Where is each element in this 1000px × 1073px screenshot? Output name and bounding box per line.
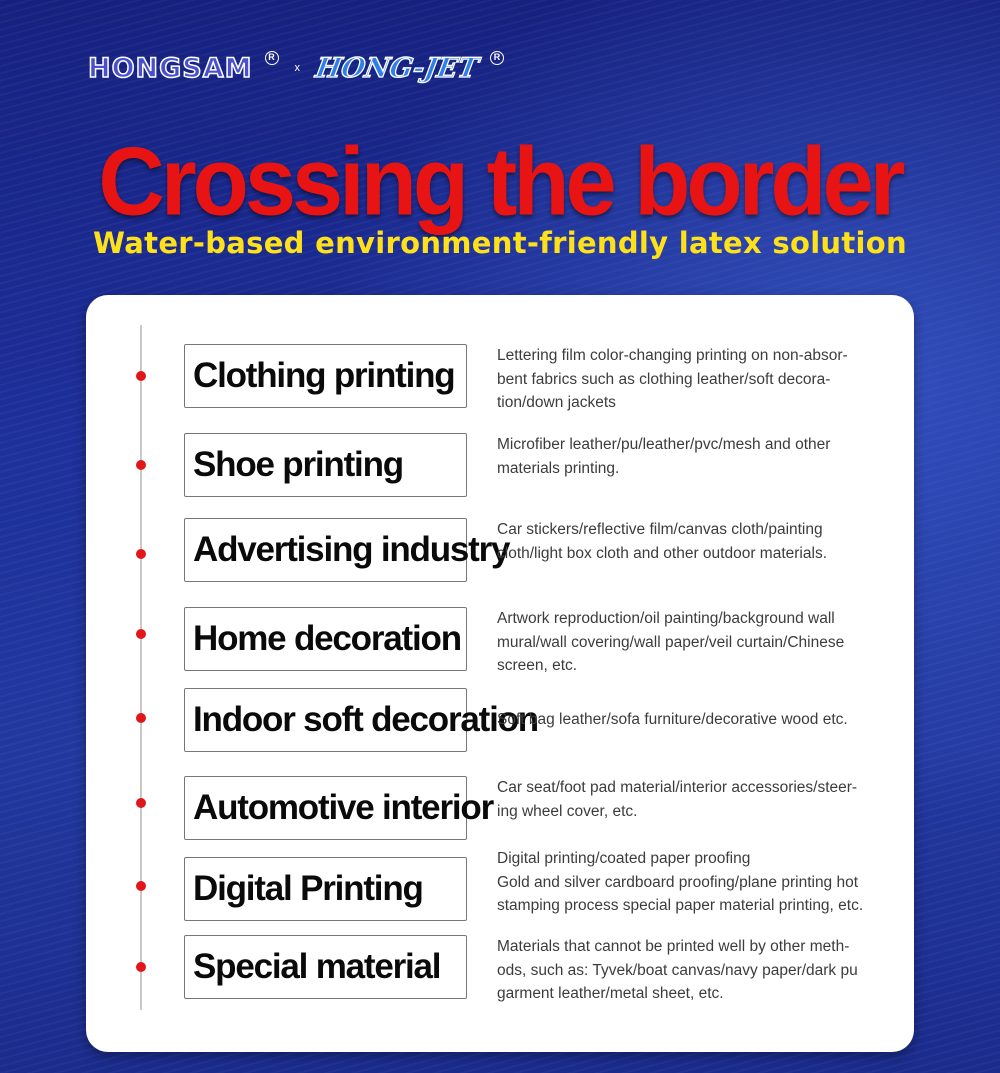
registered-mark-icon: R [265,51,279,65]
application-title: Indoor soft decoration [184,688,467,752]
bullet-dot-icon [136,713,146,723]
hong-jet-logo: HONG-JET [313,52,481,84]
bullet-dot-icon [136,371,146,381]
subheadline: Water-based environment-friendly latex solution [93,226,907,260]
application-description: Car stickers/reflective film/canvas cloth/painting cloth/light box cloth and other outdoor materials. [497,521,827,562]
headline: Crossing the border [98,128,902,236]
application-description: Materials that cannot be printed well by other meth- ods, such as: Tyvek/boat canvas/navy paper/dark pu garment leather/metal sheet, etc. [497,938,858,1002]
application-title: Shoe printing [184,433,467,497]
brand-separator: x [294,62,301,74]
hongsam-logo: HONGSAM [88,52,253,84]
bullet-dot-icon [136,460,146,470]
application-description: Microfiber leather/pu/leather/pvc/mesh and other materials printing. [497,436,831,477]
application-title: Home decoration [184,607,467,671]
application-description: Digital printing/coated paper proofing Gold and silver cardboard proofing/plane printing hot stamping process special paper material printing, etc. [497,850,864,914]
bullet-dot-icon [136,962,146,972]
bullet-dot-icon [136,549,146,559]
applications-card [86,295,914,1052]
brand-logos [88,50,504,86]
bullet-dot-icon [136,881,146,891]
application-title: Advertising industry [184,518,467,582]
application-description: Soft bag leather/sofa furniture/decorative wood etc. [497,711,848,728]
timeline-line [140,325,142,1010]
application-description: Lettering film color-changing printing on non-absor- bent fabrics such as clothing leather/soft decora- tion/down jackets [497,347,848,411]
application-title: Digital Printing [184,857,467,921]
registered-mark-icon: R [490,51,504,65]
bullet-dot-icon [136,798,146,808]
bullet-dot-icon [136,629,146,639]
application-description: Car seat/foot pad material/interior accessories/steer- ing wheel cover, etc. [497,779,858,820]
application-description: Artwork reproduction/oil painting/background wall mural/wall covering/wall paper/veil curtain/Chinese screen, etc. [497,610,845,674]
application-title: Clothing printing [184,344,467,408]
application-title: Special material [184,935,467,999]
application-title: Automotive interior [184,776,467,840]
